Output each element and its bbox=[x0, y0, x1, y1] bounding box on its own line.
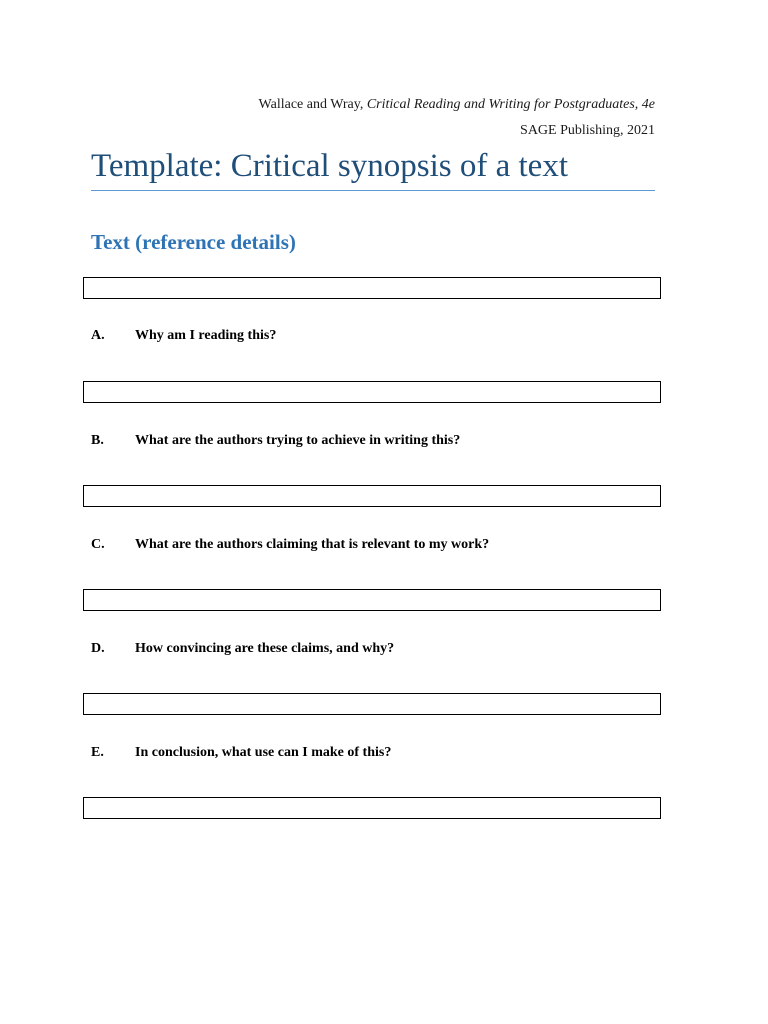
question-d bbox=[91, 640, 394, 658]
question-c-letter: C. bbox=[91, 537, 105, 552]
answer-b-box[interactable] bbox=[83, 485, 661, 507]
question-a-letter: A. bbox=[91, 328, 105, 343]
question-d-text: How convincing are these claims, and why? bbox=[135, 641, 395, 656]
page-title: Template: Critical synopsis of a text bbox=[91, 146, 655, 191]
citation-line bbox=[259, 92, 655, 118]
reference-details-box[interactable] bbox=[83, 277, 661, 299]
question-e-letter: E. bbox=[91, 745, 104, 760]
question-a-text: Why am I reading this? bbox=[135, 328, 277, 343]
answer-d-box[interactable] bbox=[83, 693, 661, 715]
question-b-letter: B. bbox=[91, 433, 104, 448]
question-a bbox=[91, 327, 276, 345]
question-b bbox=[91, 432, 460, 450]
question-d-letter: D. bbox=[91, 641, 105, 656]
question-c-text: What are the authors claiming that is relevant to my work? bbox=[135, 537, 490, 552]
answer-a-box[interactable] bbox=[83, 381, 661, 403]
question-c bbox=[91, 536, 489, 554]
answer-c-box[interactable] bbox=[83, 589, 661, 611]
question-e bbox=[91, 744, 391, 762]
header-publisher: SAGE Publishing, 2021 bbox=[520, 123, 655, 138]
header-book-title: Critical Reading and Writing for Postgraduates, 4e bbox=[366, 97, 655, 112]
answer-e-box[interactable] bbox=[83, 797, 661, 819]
question-b-text: What are the authors trying to achieve in writing this? bbox=[135, 433, 461, 448]
reference-heading: Text (reference details) bbox=[91, 230, 296, 254]
document-header bbox=[259, 92, 655, 144]
question-e-text: In conclusion, what use can I make of this? bbox=[135, 745, 392, 760]
header-authors: Wallace and Wray, bbox=[258, 97, 367, 112]
